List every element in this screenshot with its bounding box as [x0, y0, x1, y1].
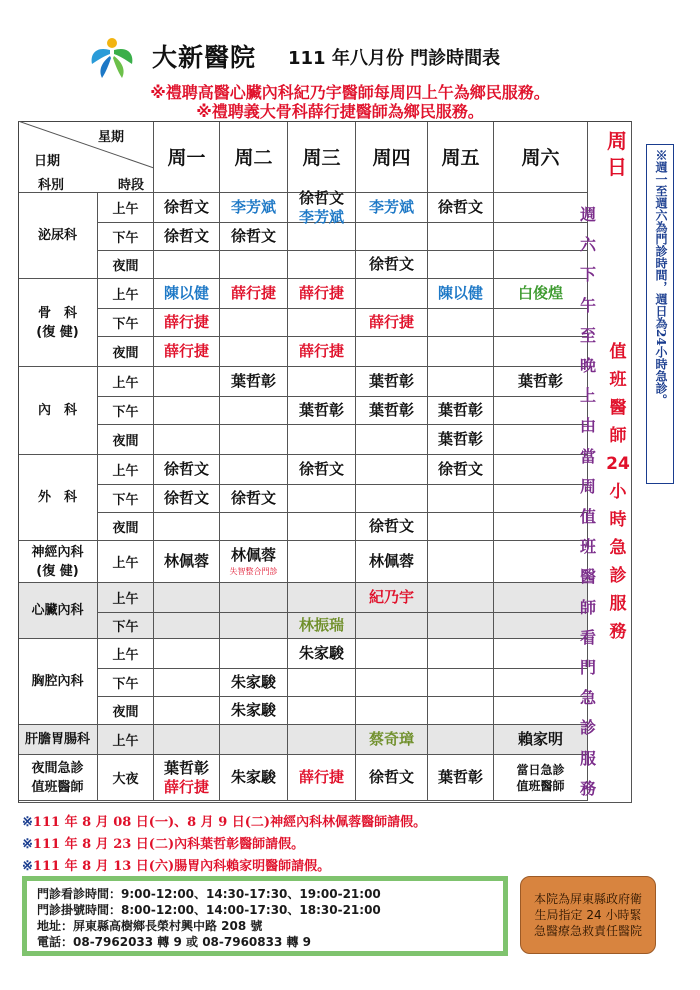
stacked-doctors — [164, 759, 209, 797]
cell-text: 大夜 — [112, 772, 139, 787]
schedule-cell — [220, 513, 288, 541]
schedule-cell — [288, 367, 356, 397]
schedule-cell — [154, 223, 220, 251]
doctor-name: 徐哲文 — [298, 188, 344, 207]
schedule-cell — [154, 613, 220, 639]
schedule-cell — [494, 425, 588, 455]
schedule-cell — [428, 425, 494, 455]
schedule-cell — [428, 455, 494, 485]
slot-cell — [98, 279, 154, 309]
schedule-cell — [356, 613, 428, 639]
schedule-cell — [428, 223, 494, 251]
schedule-cell — [154, 669, 220, 697]
cell-text: 徐哲文 — [163, 227, 209, 245]
cell-text: 薛行捷 — [298, 768, 344, 786]
schedule-cell — [154, 425, 220, 455]
schedule-cell — [288, 669, 356, 697]
schedule-cell — [428, 697, 494, 725]
leave-note-1: ※111 年 8 月 08 日(一)、8 月 9 日(二)神經內科林佩蓉醫師請假。 — [22, 815, 427, 830]
slot-cell — [98, 613, 154, 639]
cell-text: 徐哲文 — [230, 489, 276, 507]
schedule-cell — [494, 541, 588, 583]
cell-text: 夜間 — [112, 259, 139, 274]
doctor-name: 李芳斌 — [298, 207, 344, 226]
schedule-cell — [288, 697, 356, 725]
schedule-cell — [356, 755, 428, 801]
schedule-cell — [220, 455, 288, 485]
cell-text: 薛行捷 — [163, 342, 209, 360]
schedule-cell — [220, 279, 288, 309]
cell-text: 下午 — [112, 231, 139, 246]
cell-text: 薛行捷 — [298, 342, 344, 360]
schedule-cell — [288, 639, 356, 669]
cell-text: 神經內科 (復 健) — [31, 544, 84, 579]
slot-cell — [98, 223, 154, 251]
day-header-2 — [288, 121, 356, 193]
notice-orthopedics: ※禮聘義大骨科薛行捷醫師為鄉民服務。 — [196, 102, 484, 121]
dementia-clinic-note: 失智整合門診 — [229, 567, 278, 576]
schedule-cell — [220, 755, 288, 801]
slot-cell — [98, 193, 154, 223]
cell-text: 紀乃宇 — [368, 588, 414, 606]
schedule-cell — [494, 485, 588, 513]
cell-text: 葉哲彰 — [437, 401, 483, 419]
schedule-cell — [154, 485, 220, 513]
slot-cell — [98, 725, 154, 755]
schedule-cell — [494, 455, 588, 485]
cell-text: 白俊煌 — [517, 284, 563, 302]
schedule-cell — [154, 583, 220, 613]
cell-text: 上午 — [112, 556, 139, 571]
slot-cell — [98, 425, 154, 455]
slot-cell — [98, 513, 154, 541]
schedule-cell — [356, 309, 428, 337]
cell-text: 葉哲彰 — [298, 401, 344, 419]
cell-text: 朱家駿 — [230, 673, 276, 691]
schedule-cell — [220, 639, 288, 669]
schedule-cell — [154, 397, 220, 425]
schedule-cell — [494, 513, 588, 541]
schedule-cell — [428, 309, 494, 337]
schedule-cell — [356, 583, 428, 613]
schedule-cell — [154, 251, 220, 279]
cell-text: 上午 — [112, 592, 139, 607]
schedule-cell — [288, 309, 356, 337]
schedule-cell — [494, 725, 588, 755]
slot-cell — [98, 485, 154, 513]
slot-cell — [98, 251, 154, 279]
dept-label: 科別 — [38, 178, 65, 193]
day-header-1 — [220, 121, 288, 193]
clinic-hours: 門診看診時間：9:00-12:00、14:30-17:30、19:00-21:00 — [37, 887, 381, 901]
schedule-cell — [494, 279, 588, 309]
schedule-cell — [356, 513, 428, 541]
cell-text: 胸腔內科 — [31, 674, 84, 689]
schedule-cell — [288, 755, 356, 801]
cell-text: 上午 — [112, 734, 139, 749]
cell-text: 夜間 — [112, 705, 139, 720]
schedule-cell — [220, 367, 288, 397]
schedule-cell — [356, 193, 428, 223]
cell-text: 徐哲文 — [230, 227, 276, 245]
cell-text: 朱家駿 — [230, 701, 276, 719]
schedule-cell — [428, 367, 494, 397]
schedule-cell — [220, 425, 288, 455]
weekday-label: 星期 — [98, 130, 125, 145]
info-box — [22, 876, 508, 956]
schedule-cell — [428, 755, 494, 801]
cell-text: 林佩蓉 — [163, 552, 209, 570]
doctor-name: 葉哲彰 — [163, 758, 209, 777]
date-label: 日期 — [34, 154, 61, 169]
schedule-cell — [494, 583, 588, 613]
schedule-cell — [428, 639, 494, 669]
schedule-cell — [154, 639, 220, 669]
cell-text: 徐哲文 — [298, 460, 344, 478]
schedule-cell — [494, 613, 588, 639]
dept-cell — [18, 639, 98, 725]
schedule-cell — [494, 337, 588, 367]
schedule-cell — [428, 337, 494, 367]
schedule-cell — [494, 193, 588, 223]
schedule-cell — [356, 251, 428, 279]
schedule-cell — [288, 613, 356, 639]
dept-cell — [18, 583, 98, 639]
schedule-cell — [288, 583, 356, 613]
hospital-logo — [86, 36, 138, 80]
doctor-name: 林佩蓉 — [230, 546, 276, 564]
schedule-cell — [356, 279, 428, 309]
leave-note-2: ※111 年 8 月 23 日(二)內科葉哲彰醫師請假。 — [22, 837, 305, 852]
cell-text: 李芳斌 — [230, 198, 276, 216]
schedule-cell — [428, 193, 494, 223]
cell-text: 葉哲彰 — [437, 768, 483, 786]
cell-text: 陳以健 — [437, 284, 483, 302]
cell-text: 薛行捷 — [368, 313, 414, 331]
cell-text: 徐哲文 — [163, 460, 209, 478]
schedule-table — [18, 121, 632, 803]
designation-badge: 本院為屏東縣政府衛生局指定 24 小時緊急醫療急救責任醫院 — [520, 876, 656, 954]
schedule-cell — [428, 613, 494, 639]
schedule-cell — [288, 455, 356, 485]
dept-cell — [18, 367, 98, 455]
schedule-cell — [288, 223, 356, 251]
schedule-cell — [154, 541, 220, 583]
slot-cell — [98, 541, 154, 583]
dept-cell — [18, 755, 98, 801]
cell-text: 當日急診 值班醫師 — [516, 762, 565, 793]
schedule-cell — [220, 541, 288, 583]
cell-text: 上午 — [112, 648, 139, 663]
side-note: ※週一至週六為門診時間，週日為24小時急診。 — [646, 144, 674, 484]
slot-cell — [98, 337, 154, 367]
schedule-cell — [356, 725, 428, 755]
cell-text: 葉哲彰 — [437, 430, 483, 448]
cell-text: 肝膽胃腸科 — [24, 732, 90, 747]
schedule-cell — [154, 309, 220, 337]
schedule-cell — [220, 583, 288, 613]
cell-text: 薛行捷 — [163, 313, 209, 331]
cell-text: 外 科 — [37, 490, 77, 505]
schedule-cell — [220, 725, 288, 755]
slot-cell — [98, 639, 154, 669]
cell-text: 骨 科 (復 健) — [36, 305, 79, 340]
phone: 電話：08-7962033 轉 9 或 08-7960833 轉 9 — [37, 935, 312, 949]
cell-text: 薛行捷 — [298, 284, 344, 302]
schedule-cell — [494, 669, 588, 697]
schedule-title: 111 年八月份 門診時間表 — [288, 48, 501, 69]
doctor-name: 薛行捷 — [163, 777, 209, 796]
slot-cell — [98, 397, 154, 425]
slot-cell — [98, 309, 154, 337]
cell-text: 徐哲文 — [437, 460, 483, 478]
schedule-cell — [288, 337, 356, 367]
cell-text: 賴家明 — [517, 730, 563, 748]
schedule-cell — [428, 669, 494, 697]
schedule-cell — [494, 755, 588, 801]
cell-text: 葉哲彰 — [230, 372, 276, 390]
hospital-name: 大新醫院 — [152, 43, 257, 72]
schedule-cell — [288, 279, 356, 309]
cell-text: 夜間 — [112, 434, 139, 449]
dept-cell — [18, 725, 98, 755]
slot-cell — [98, 669, 154, 697]
cell-text: 下午 — [112, 405, 139, 420]
dept-cell — [18, 279, 98, 367]
cell-text: 夜間 — [112, 521, 139, 536]
schedule-cell — [494, 697, 588, 725]
schedule-cell — [288, 251, 356, 279]
address: 地址：屏東縣高樹鄉長榮村興中路 208 號 — [37, 919, 263, 933]
cell-text: 夜間 — [112, 346, 139, 361]
cell-text: 林振瑞 — [298, 616, 344, 634]
cell-text: 葉哲彰 — [368, 372, 414, 390]
schedule-cell — [220, 193, 288, 223]
cell-text: 上午 — [112, 464, 139, 479]
cell-text: 徐哲文 — [368, 768, 414, 786]
cell-text: 林佩蓉 — [368, 552, 414, 570]
cell-text: 葉哲彰 — [368, 401, 414, 419]
schedule-cell — [154, 337, 220, 367]
schedule-cell — [154, 697, 220, 725]
cell-text: 上午 — [112, 376, 139, 391]
schedule-cell — [154, 367, 220, 397]
day-header-4 — [428, 121, 494, 193]
schedule-cell — [356, 337, 428, 367]
schedule-cell — [288, 425, 356, 455]
schedule-cell — [356, 541, 428, 583]
schedule-cell — [356, 485, 428, 513]
cell-text: 薛行捷 — [230, 284, 276, 302]
cell-text: 周一 — [167, 147, 206, 169]
cell-text: 朱家駿 — [298, 644, 344, 662]
schedule-cell — [356, 397, 428, 425]
schedule-cell — [220, 397, 288, 425]
schedule-cell — [494, 367, 588, 397]
schedule-cell — [356, 669, 428, 697]
cell-text: 上午 — [112, 202, 139, 217]
cell-text: 陳以健 — [163, 284, 209, 302]
schedule-cell — [428, 279, 494, 309]
cell-text: 周二 — [234, 147, 273, 169]
cell-text: 夜間急診 值班醫師 — [31, 760, 84, 795]
schedule-cell — [356, 697, 428, 725]
cell-text: 周六 — [521, 147, 560, 169]
schedule-cell — [494, 397, 588, 425]
schedule-cell — [428, 541, 494, 583]
schedule-cell — [220, 337, 288, 367]
schedule-cell — [356, 425, 428, 455]
schedule-cell — [494, 309, 588, 337]
schedule-cell — [356, 367, 428, 397]
sunday-duty-note: 值 班 醫 師 24 小 時 急 診 服 務 — [606, 342, 630, 642]
slot-cell — [98, 755, 154, 801]
schedule-cell — [494, 251, 588, 279]
schedule-cell — [220, 251, 288, 279]
schedule-cell — [220, 309, 288, 337]
schedule-cell — [220, 485, 288, 513]
cell-text: 葉哲彰 — [517, 372, 563, 390]
schedule-cell — [220, 697, 288, 725]
schedule-cell — [356, 223, 428, 251]
slot-cell — [98, 583, 154, 613]
schedule-cell — [428, 513, 494, 541]
schedule-cell — [154, 193, 220, 223]
schedule-cell — [220, 223, 288, 251]
schedule-cell — [494, 223, 588, 251]
cell-text: 周四 — [372, 147, 411, 169]
day-header-3 — [356, 121, 428, 193]
schedule-cell — [154, 513, 220, 541]
cell-text: 下午 — [112, 493, 139, 508]
schedule-cell — [494, 639, 588, 669]
registration-hours: 門診掛號時間：8:00-12:00、14:00-17:30、18:30-21:00 — [37, 903, 381, 917]
dept-cell — [18, 193, 98, 279]
cell-text: 下午 — [112, 677, 139, 692]
schedule-cell — [428, 485, 494, 513]
schedule-cell — [288, 513, 356, 541]
cell-text: 蔡奇璋 — [368, 730, 414, 748]
schedule-cell — [356, 639, 428, 669]
schedule-cell — [428, 251, 494, 279]
schedule-cell — [220, 613, 288, 639]
cell-text: 上午 — [112, 288, 139, 303]
cell-text: 周五 — [441, 147, 480, 169]
cell-text: 泌尿科 — [37, 228, 77, 243]
saturday-note: 週 六 下 午 至 晚 上 由 當 周 值 班 醫 師 看 門 急 診 服 務 — [579, 205, 596, 798]
day-header-0 — [154, 121, 220, 193]
cell-text: 內 科 — [37, 403, 77, 418]
schedule-cell — [154, 455, 220, 485]
slot-cell — [98, 367, 154, 397]
notice-cardiology: ※禮聘高醫心臟內科紀乃宇醫師每周四上午為鄉民服務。 — [150, 83, 550, 102]
cell-text: 徐哲文 — [163, 198, 209, 216]
schedule-cell — [220, 669, 288, 697]
cell-text: 下午 — [112, 620, 139, 635]
cell-text: 徐哲文 — [163, 489, 209, 507]
schedule-cell — [288, 485, 356, 513]
stacked-doctors — [299, 189, 344, 227]
slot-cell — [98, 697, 154, 725]
schedule-cell — [288, 397, 356, 425]
sunday-header: 周 日 — [607, 129, 627, 179]
cell-text: 朱家駿 — [230, 768, 276, 786]
schedule-cell — [154, 725, 220, 755]
schedule-cell — [428, 397, 494, 425]
leave-note-3: ※111 年 8 月 13 日(六)腸胃內科賴家明醫師請假。 — [22, 859, 331, 874]
schedule-cell — [288, 541, 356, 583]
cell-text: 心臟內科 — [31, 603, 84, 618]
cell-text: 下午 — [112, 317, 139, 332]
schedule-cell — [356, 455, 428, 485]
cell-text: 徐哲文 — [368, 255, 414, 273]
schedule-cell — [428, 725, 494, 755]
schedule-cell — [154, 279, 220, 309]
slot-cell — [98, 455, 154, 485]
dept-cell — [18, 541, 98, 583]
cell-text: 徐哲文 — [368, 517, 414, 535]
cell-text: 李芳斌 — [368, 198, 414, 216]
schedule-cell — [154, 755, 220, 801]
cell-text: 徐哲文 — [437, 198, 483, 216]
cell-text: 周三 — [302, 147, 341, 169]
schedule-cell — [288, 188, 356, 226]
schedule-cell — [428, 583, 494, 613]
dept-cell — [18, 455, 98, 541]
doctor-with-note — [230, 546, 278, 577]
schedule-cell — [288, 725, 356, 755]
day-header-5 — [494, 121, 588, 193]
slot-label: 時段 — [118, 178, 145, 193]
